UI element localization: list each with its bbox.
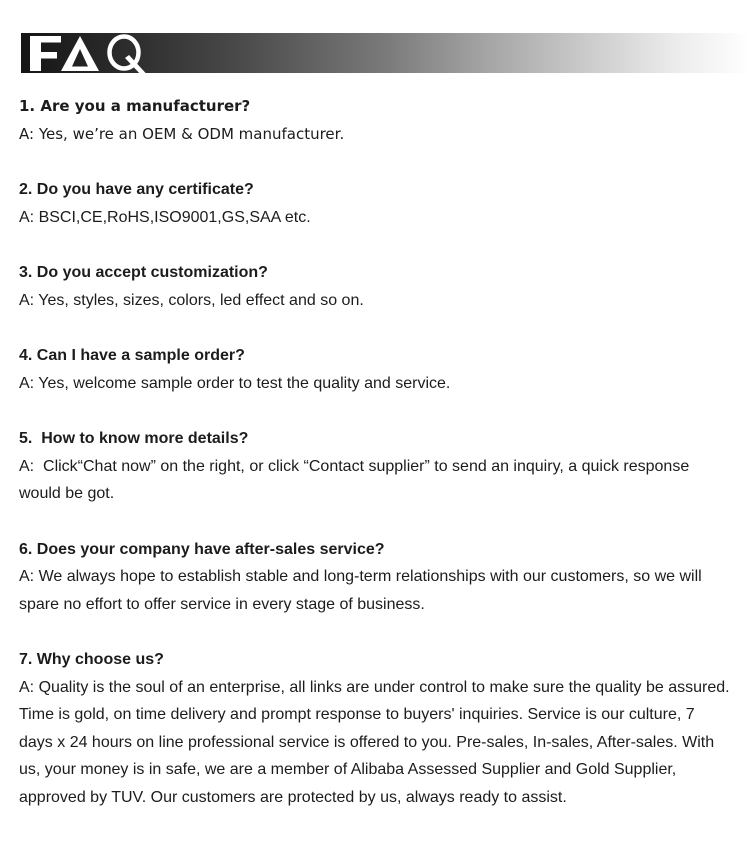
faq-item-4 [19, 342, 731, 397]
faq-item-7 [19, 646, 734, 811]
faq-question: 5. How to know more details? [19, 430, 249, 447]
faq-banner [21, 33, 750, 73]
faq-question: 4. Can I have a sample order? [19, 347, 245, 364]
faq-question: 7. Why choose us? [19, 651, 164, 668]
faq-logo-icon [30, 36, 148, 73]
faq-question: 6. Does your company have after-sales service? [19, 540, 385, 558]
faq-item-2 [19, 176, 731, 231]
faq-question: 1. Are you a manufacturer? [19, 97, 251, 115]
faq-answer: A: Click“Chat now” on the right, or click “Contact supplier” to send an inquiry, a quick response would be got. [19, 457, 694, 502]
faq-answer: A: We always hope to establish stable and long-term relationships with our customers, so we will spare no effort to offer service in every stage of business. [19, 568, 707, 613]
faq-answer: A: BSCI,CE,RoHS,ISO9001,GS,SAA etc. [19, 208, 311, 226]
faq-item-1 [19, 93, 731, 148]
faq-answer: A: Yes, welcome sample order to test the quality and service. [19, 374, 451, 392]
faq-question: 3. Do you accept customization? [19, 264, 268, 281]
faq-answer: A: Yes, styles, sizes, colors, led effect and so on. [19, 291, 364, 309]
faq-answer: A: Quality is the soul of an enterprise, all links are under control to make sure the quality be assured. Time is gold, on time delivery and prompt response to buyers' inquiries. Service is our culture, 7 days x 24 hours on line professional service is offered to you. Pre-sales, In-sales, After-sales. With us, your money is in safe, we are a member of Alibaba Assessed Supplier and Gold Supplier, approved by TUV. Our customers are protected by us, always ready to assist. [19, 678, 734, 806]
faq-answer: A: Yes, we’re an OEM & ODM manufacturer. [19, 124, 345, 143]
faq-item-3 [19, 259, 731, 314]
faq-item-6 [19, 536, 731, 619]
faq-list [0, 93, 750, 811]
faq-item-5 [19, 425, 731, 508]
faq-question: 2. Do you have any certificate? [19, 181, 254, 198]
